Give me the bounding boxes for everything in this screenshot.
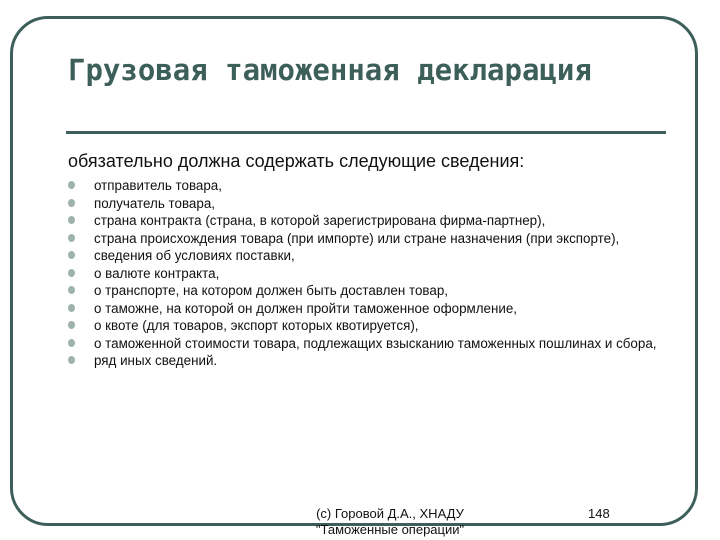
list-item	[68, 353, 658, 369]
bullet-icon	[68, 234, 75, 242]
list-item	[68, 336, 658, 352]
bullet-icon	[68, 269, 75, 277]
list-item-text: сведения об условиях поставки,	[94, 248, 295, 263]
bullet-icon	[68, 286, 75, 294]
list-item-text: о таможенной стоимости товара, подлежащих взысканию таможенных пошлинах и сбора,	[94, 335, 657, 351]
bullet-icon	[68, 181, 75, 189]
list-item	[68, 266, 658, 282]
list-item-text: о валюте контракта,	[94, 265, 220, 281]
list-item-text: страна контракта (страна, в которой зарегистрирована фирма-партнер),	[94, 213, 546, 228]
intro-text: обязательно должна содержать следующие сведения:	[68, 151, 525, 171]
list-item	[68, 283, 658, 299]
list-item-text: получатель товара,	[94, 195, 215, 211]
bullet-icon	[68, 199, 75, 207]
list-item-text: о таможне, на которой он должен пройти таможенное оформление,	[94, 300, 518, 316]
bullet-icon	[68, 216, 75, 224]
slide-title: Грузовая таможенная декларация	[68, 53, 592, 87]
list-item-text: страна происхождения товара (при импорте) или стране назначения (при экспорте),	[94, 230, 620, 246]
bullet-icon	[68, 339, 75, 347]
bullet-icon	[68, 321, 75, 329]
list-item	[68, 301, 658, 317]
list-item	[68, 196, 658, 212]
list-item	[68, 178, 658, 194]
page-number: 148	[588, 506, 610, 521]
list-item-text: о квоте (для товаров, экспорт которых квотируется),	[94, 318, 419, 333]
slide-footer	[290, 506, 490, 538]
list-item-text: ряд иных сведений.	[94, 353, 218, 368]
list-item-text: отправитель товара,	[94, 178, 222, 193]
footer-course: "Таможенные операции"	[315, 522, 465, 537]
list-item-text: о транспорте, на котором должен быть доставлен товар,	[94, 283, 448, 298]
list-item	[68, 213, 658, 229]
title-divider	[66, 131, 666, 134]
list-item	[68, 231, 658, 247]
bullet-icon	[68, 304, 75, 312]
list-item	[68, 248, 658, 264]
footer-author: (с) Горовой Д.А., ХНАДУ	[316, 506, 464, 521]
list-item	[68, 318, 658, 334]
bullet-icon	[68, 356, 75, 364]
bullet-icon	[68, 251, 75, 259]
bullet-list	[68, 178, 658, 371]
